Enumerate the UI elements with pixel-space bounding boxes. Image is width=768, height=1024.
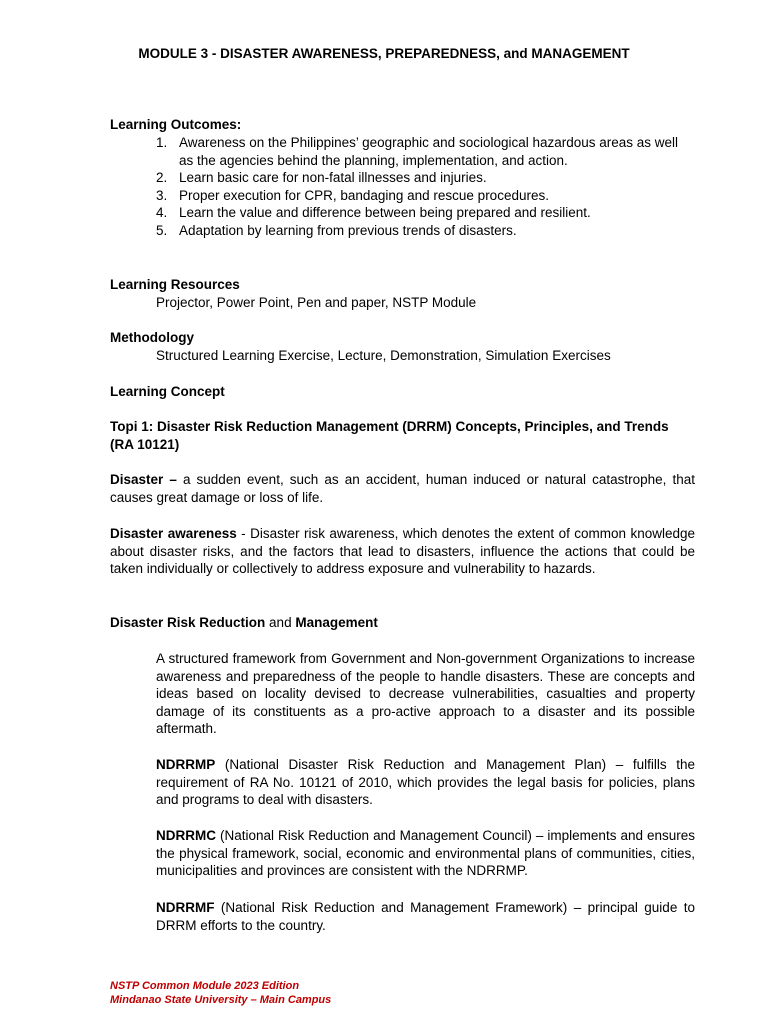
list-item-text: Awareness on the Philippines’ geographic and sociological hazardous areas as well as the agencies behind the planning, implementation, and action. — [179, 135, 679, 168]
drrm-description: A structured framework from Government and Non-government Organizations to increase awareness and preparedness of the people to handle disasters. These are concepts and ideas based on locality devised to decrease vulnerabilities, casualties and property damage of its constituents as a pro-active approach to a disaster and its possible aftermath. — [156, 651, 695, 736]
definition-text: (National Risk Reduction and Management Council) – implements and ensures the physical framework, social, economic and environmental plans of communities, cities, municipalities and provinces are consistent with the NDRRMP. — [156, 828, 695, 878]
list-item — [110, 222, 695, 240]
definition-text: a sudden event, such as an accident, human induced or natural catastrophe, that causes great damage or loss of life. — [110, 472, 695, 505]
list-item-number: 5. — [156, 222, 168, 238]
list-item — [110, 187, 695, 205]
topic-heading: Topi 1: Disaster Risk Reduction Management (DRRM) Concepts, Principles, and Trends (RA 10121) — [110, 419, 669, 452]
list-item — [110, 204, 695, 222]
list-item — [110, 134, 695, 169]
list-item-number: 1. — [156, 135, 168, 150]
learning-outcomes-list — [110, 134, 695, 239]
ndrrmc-definition — [156, 827, 695, 880]
term-ndrrmc: NDRRMC — [156, 828, 216, 843]
methodology-heading: Methodology — [110, 330, 194, 345]
term-disaster: Disaster – — [110, 472, 177, 487]
term-ndrrmp: NDRRMP — [156, 757, 216, 772]
ndrrmp-definition — [156, 756, 695, 809]
list-item-text: Adaptation by learning from previous trends of disasters. — [179, 222, 517, 238]
learning-resources-text: Projector, Power Point, Pen and paper, NSTP Module — [156, 295, 477, 310]
ndrrmf-definition — [156, 899, 695, 934]
learning-outcomes-heading: Learning Outcomes: — [110, 117, 242, 132]
list-item-text: Proper execution for CPR, bandaging and rescue procedures. — [179, 187, 549, 203]
list-item — [110, 169, 695, 187]
term-disaster-awareness: Disaster awareness — [110, 526, 237, 541]
list-item-text: Learn the value and difference between being prepared and resilient. — [179, 205, 591, 220]
list-item-number: 4. — [156, 205, 168, 220]
drrm-heading — [110, 614, 695, 632]
term-ndrrmf: NDRRMF — [156, 900, 215, 915]
disaster-definition — [110, 471, 695, 506]
learning-concept-heading: Learning Concept — [110, 384, 225, 399]
disaster-awareness-definition — [110, 525, 695, 578]
footer-edition: NSTP Common Module 2023 Edition — [110, 980, 300, 992]
list-item-number: 3. — [156, 187, 168, 203]
methodology-text: Structured Learning Exercise, Lecture, Demonstration, Simulation Exercises — [156, 348, 611, 363]
definition-text: (National Risk Reduction and Management Framework) – principal guide to DRRM efforts to the country. — [156, 900, 695, 933]
footer — [110, 979, 331, 1007]
list-item-number: 2. — [156, 170, 168, 185]
drrm-heading-part-b: Management — [295, 615, 378, 630]
list-item-text: Learn basic care for non-fatal illnesses and injuries. — [179, 170, 487, 185]
footer-campus: Mindanao State University – Main Campus — [110, 994, 332, 1006]
drrm-heading-part-a: Disaster Risk Reduction — [110, 615, 266, 630]
learning-resources-heading: Learning Resources — [110, 277, 240, 292]
definition-text: - Disaster risk awareness, which denotes the extent of common knowledge about disaster risks, and the factors that lead to disasters, influence the actions that could be taken individually or collectively to address exposure and vulnerability to hazards. — [110, 526, 695, 576]
drrm-heading-and: and — [265, 615, 296, 630]
definition-text: (National Disaster Risk Reduction and Management Plan) – fulfills the requirement of RA No. 10121 of 2010, which provides the legal basis for policies, plans and programs to deal with disasters. — [156, 757, 695, 807]
module-title: MODULE 3 - DISASTER AWARENESS, PREPAREDNESS, and MANAGEMENT — [138, 46, 630, 61]
